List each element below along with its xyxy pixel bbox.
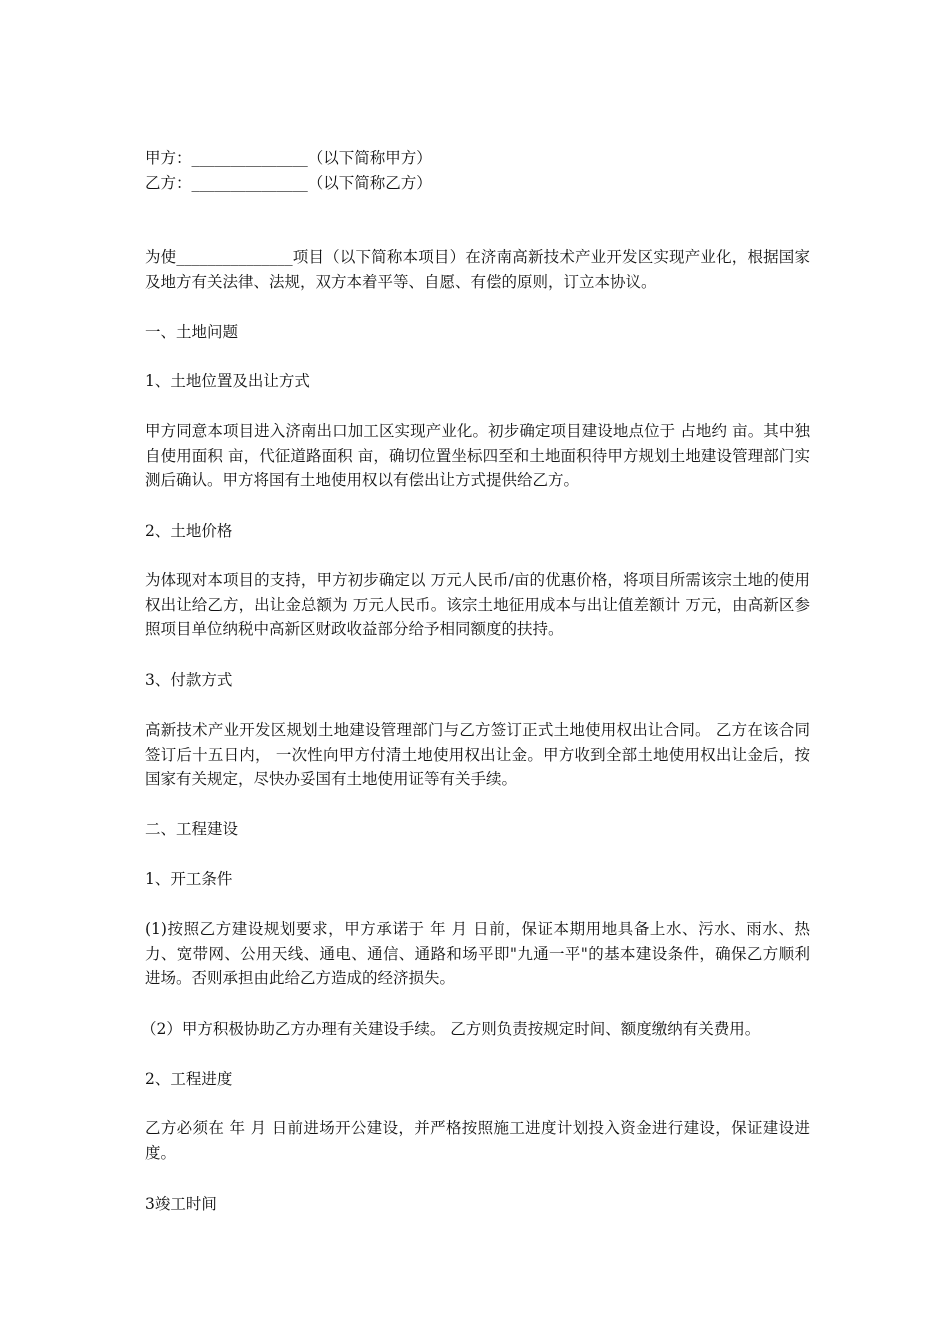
subsection-2-3-title: 3竣工时间 bbox=[145, 1195, 217, 1213]
party-b-line: 乙方：_______________（以下简称乙方） bbox=[145, 174, 432, 192]
section-1-title: 一、土地问题 bbox=[145, 323, 239, 341]
subsection-2-2-title: 2、工程进度 bbox=[145, 1070, 233, 1088]
subsection-2-2-body: 乙方必须在 年 月 日前进场开公建设，并严格按照施工进度计划投入资金进行建设，保证建设进度。 bbox=[145, 1119, 810, 1162]
subsection-2-1-title: 1、开工条件 bbox=[145, 870, 233, 888]
subsection-1-3-body: 高新技术产业开发区规划土地建设管理部门与乙方签订正式土地使用权出让合同。 乙方在该合同签订后十五日内， 一次性向甲方付清土地使用权出让金。甲方收到全部土地使用权出让金后，按国家有关规定，尽快办妥国有土地使用证等有关手续。 bbox=[145, 721, 810, 788]
subsection-1-2-body: 为体现对本项目的支持，甲方初步确定以 万元人民币/亩的优惠价格，将项目所需该宗土地的使用权出让给乙方，出让金总额为 万元人民币。该宗土地征用成本与出让值差额计 万元，由高新区参照项目单位纳税中高新区财政收益部分给予相同额度的扶持。 bbox=[145, 571, 810, 638]
subsection-2-1-item-1: (1)按照乙方建设规划要求，甲方承诺于 年 月 日前，保证本期用地具备上水、污水、雨水、热力、宽带网、公用天线、通电、通信、通路和场平即"九通一平"的基本建设条件，确保乙方顺利进场。否则承担由此给乙方造成的经济损失。 bbox=[145, 920, 810, 987]
party-a-line: 甲方：_______________（以下简称甲方） bbox=[145, 149, 432, 167]
section-2-title: 二、工程建设 bbox=[145, 820, 239, 838]
subsection-1-1-body: 甲方同意本项目进入济南出口加工区实现产业化。初步确定项目建设地点位于 占地约 亩。其中独自使用面积 亩，代征道路面积 亩，确切位置坐标四至和土地面积待甲方规划土地建设管理部门实测后确认。甲方将国有土地使用权以有偿出让方式提供给乙方。 bbox=[145, 422, 810, 489]
intro-paragraph: 为使_______________项目（以下简称本项目）在济南高新技术产业开发区实现产业化，根据国家及地方有关法律、法规，双方本着平等、自愿、有偿的原则，订立本协议。 bbox=[145, 248, 810, 291]
subsection-1-3-title: 3、付款方式 bbox=[145, 671, 233, 689]
subsection-2-1-item-2: （2）甲方积极协助乙方办理有关建设手续。 乙方则负责按规定时间、额度缴纳有关费用。 bbox=[141, 1020, 761, 1038]
subsection-1-1-title: 1、土地位置及出让方式 bbox=[145, 372, 310, 390]
subsection-1-2-title: 2、土地价格 bbox=[145, 522, 233, 540]
